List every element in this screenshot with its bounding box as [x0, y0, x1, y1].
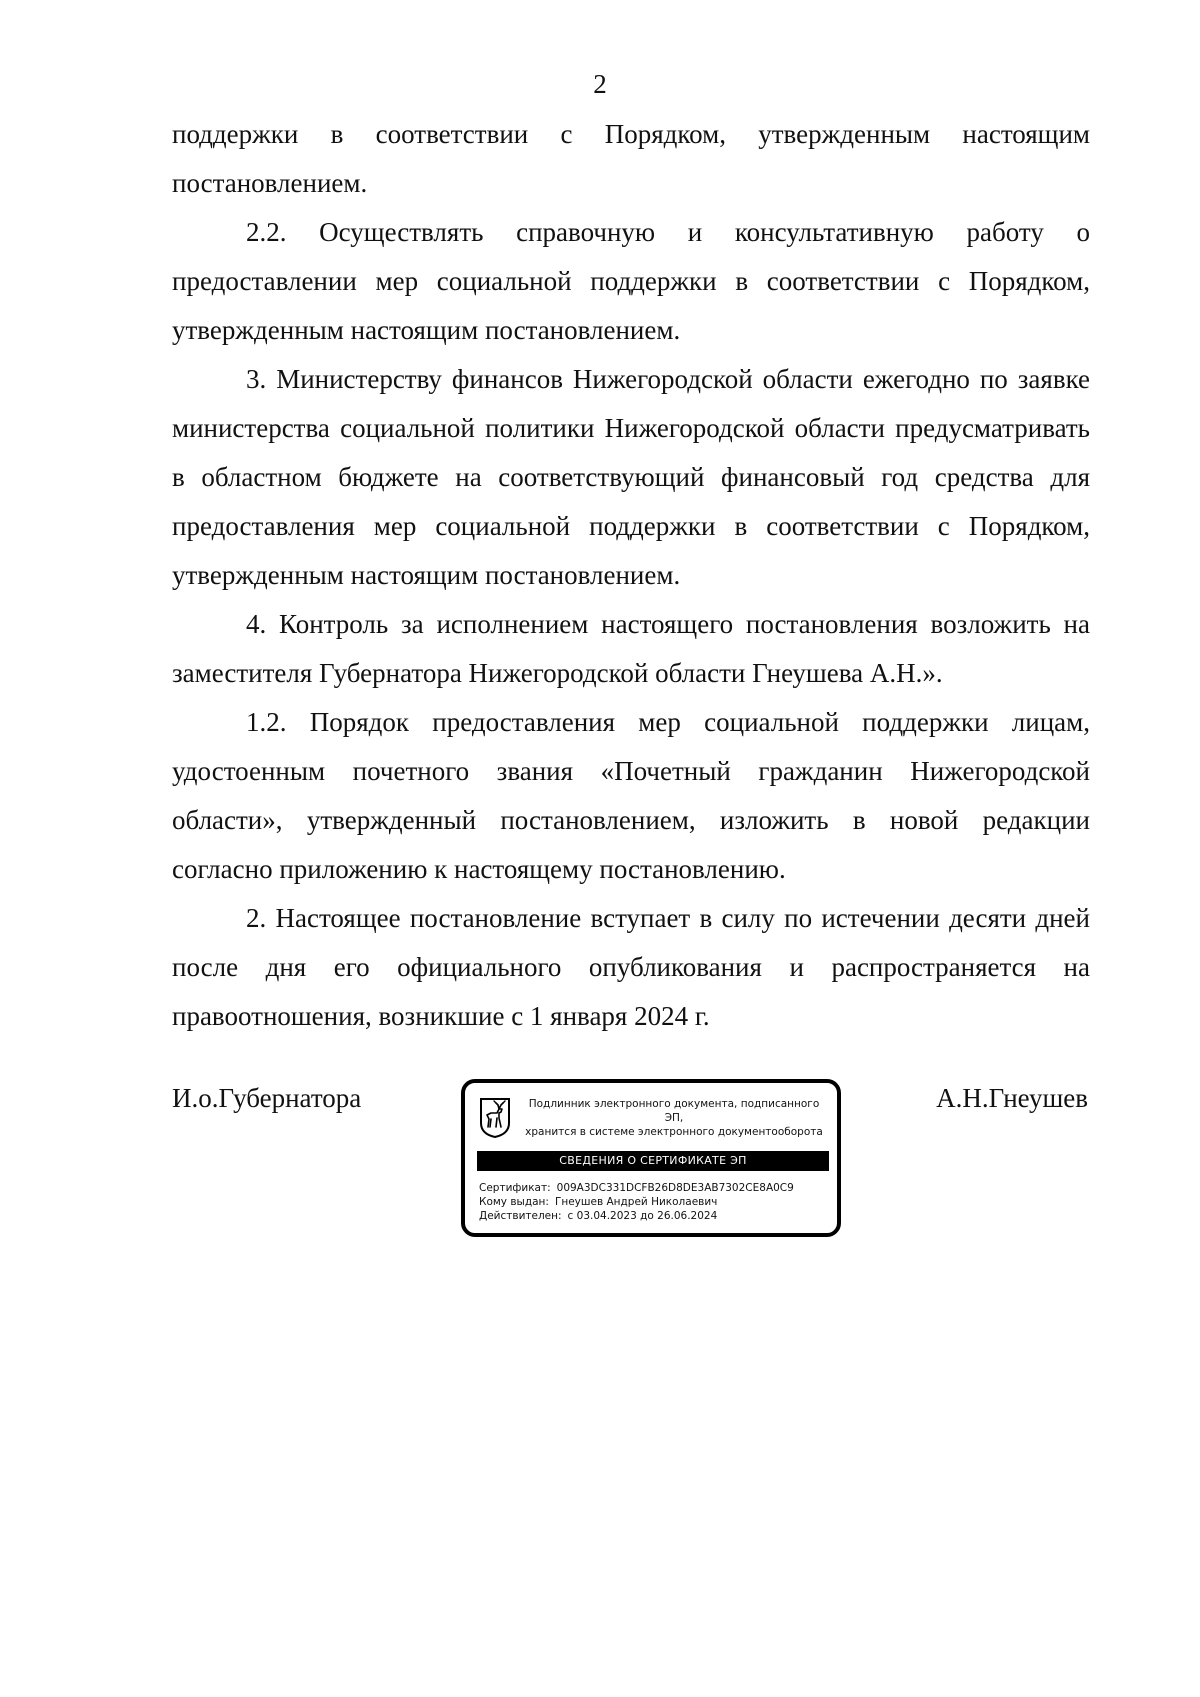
validity-label: Действителен:: [479, 1210, 562, 1222]
paragraph-2-2: 2.2. Осуществлять справочную и консультативную работу о предоставлении мер социальной поддержки в соответствии с Порядком, утвержденным настоящим постановлением.: [172, 217, 1090, 345]
deer-coat-of-arms-icon: [479, 1097, 511, 1139]
certificate-info-bar: СВЕДЕНИЯ О СЕРТИФИКАТЕ ЭП: [477, 1151, 829, 1171]
certificate-details: [479, 1181, 829, 1223]
certificate-value: 009A3DC331DCFB26D8DE3AB7302CE8A0C9: [556, 1182, 794, 1194]
signatory-name: А.Н.Гнеушев: [936, 1083, 1088, 1113]
stamp-header-line-1: Подлинник электронного документа, подписанного ЭП,: [528, 1098, 820, 1124]
paragraph-continuation: поддержки в соответствии с Порядком, утвержденным настоящим постановлением.: [172, 119, 1090, 198]
certificate-row: [479, 1181, 829, 1195]
paragraph-3: 3. Министерству финансов Нижегородской области ежегодно по заявке министерства социальной политики Нижегородской области предусматривать в областном бюджете на соответствующий финансовый год средства для предоставления мер социальной поддержки в соответствии с Порядком, утвержденным настоящим постановлением.: [172, 364, 1090, 590]
certificate-label: Сертификат:: [479, 1182, 551, 1194]
page-number: 2: [593, 69, 607, 99]
signatory-title: И.о.Губернатора: [172, 1083, 362, 1113]
stamp-header: [519, 1097, 829, 1139]
paragraph-4: 4. Контроль за исполнением настоящего постановления возложить на заместителя Губернатора Нижегородской области Гнеушева А.Н.».: [172, 609, 1090, 688]
document-body: [172, 110, 1090, 1041]
paragraph-1-2: 1.2. Порядок предоставления мер социальной поддержки лицам, удостоенным почетного звания «Почетный гражданин Нижегородской области», утвержденный постановлением, изложить в новой редакции согласно приложению к настоящему постановлению.: [172, 707, 1090, 884]
validity-row: [479, 1209, 829, 1223]
issued-to-value: Гнеушев Андрей Николаевич: [554, 1196, 718, 1208]
validity-value: с 03.04.2023 до 26.06.2024: [567, 1210, 718, 1222]
stamp-header-line-2: хранится в системе электронного документооборота: [525, 1126, 823, 1138]
issued-to-row: [479, 1195, 829, 1209]
issued-to-label: Кому выдан:: [479, 1196, 549, 1208]
electronic-signature-stamp: [461, 1079, 841, 1237]
paragraph-2: 2. Настоящее постановление вступает в силу по истечении десяти дней после дня его официального опубликования и распространяется на правоотношения, возникшие с 1 января 2024 г.: [172, 903, 1090, 1031]
